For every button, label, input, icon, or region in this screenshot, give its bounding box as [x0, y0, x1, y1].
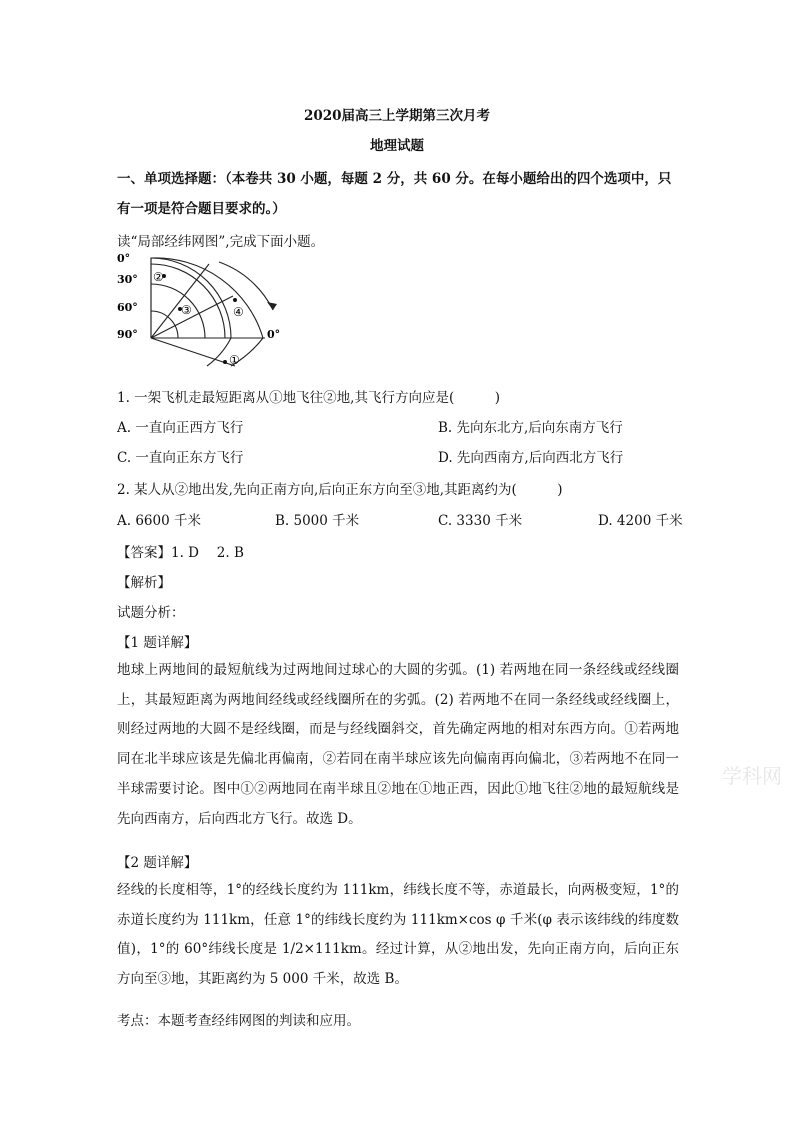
question-1-option-a: A. 一直向正西方飞行: [117, 420, 244, 436]
question-1-option-b: B. 先向东北方,后向东南方飞行: [438, 420, 623, 436]
graticule-figure: [115, 250, 295, 380]
lat-label-60: 60°: [117, 301, 138, 314]
inner-arc-lower: [207, 338, 231, 366]
question-2-option-d: D. 4200 千米: [598, 513, 683, 529]
marker-2: ②: [153, 270, 164, 284]
watermark: 学科网: [722, 764, 782, 788]
lat-label-0: 0°: [117, 252, 131, 265]
lon-label-0: 0°: [267, 328, 281, 341]
marker-3: ③: [181, 303, 192, 317]
answer-line: 【答案】1. D 2. B: [117, 545, 244, 561]
question-1-stem: 1. 一架飞机走最短距离从①地飞往②地,其飞行方向应是( ): [117, 390, 500, 406]
marker-1: ①: [229, 353, 240, 367]
latitude-arc: [151, 284, 205, 338]
question-1-option-d: D. 先向西南方,后向西北方飞行: [438, 450, 624, 466]
point-1: [223, 360, 227, 364]
section-heading-line1: 一、单项选择题：（本卷共 30 小题，每题 2 分，共 60 分。在每小题给出的四个选项中，只: [117, 171, 672, 187]
question-2-option-c: C. 3330 千米: [438, 513, 523, 529]
conclusion: 考点：本题考查经纬网图的判读和应用。: [117, 1013, 360, 1029]
q1-detail-text: 地球上两地间的最短航线为过两地间过球心的大圆的劣弧。(1) 若两地在同一条经线或经线圈上，其最短距离为两地间经线或经线圈所在的劣弧。(2) 若两地不在同一条经线或经线圈上，则经过两地的大圆不是经线圈，而是与经线圈斜交，首先确定两地的相对东西方向。①若两地同在北半球应该是先偏北再偏南，②若同在南半球应该先向偏南再向偏北，③若两地不在同一半球需要讨论。图中①②两地同在南半球且②地在①地正西，因此①地飞往②地的最短航线是先向西南方，后向西北方飞行。故选 D。: [117, 662, 679, 827]
lat-label-90: 90°: [117, 328, 138, 341]
analysis-label: 【解析】: [117, 575, 171, 591]
outer-arc: [151, 258, 263, 338]
lat-label-30: 30°: [117, 273, 138, 286]
q2-detail-label: 【2 题详解】: [117, 855, 198, 871]
question-2-option-b: B. 5000 千米: [275, 513, 360, 529]
q1-detail-label: 【1 题详解】: [117, 635, 198, 651]
analysis-intro: 试题分析：: [117, 605, 185, 621]
section-heading-line2: 有一项是符合题目要求的。）: [117, 201, 286, 217]
question-2-option-a: A. 6600 千米: [117, 513, 201, 529]
question-1-option-c: C. 一直向正东方飞行: [117, 450, 244, 466]
marker-4: ④: [233, 305, 244, 319]
page-subtitle: 地理试题: [370, 138, 424, 154]
point-4: [233, 298, 237, 302]
page-title: 2020届高三上学期第三次月考: [303, 108, 491, 124]
question-2-stem: 2. 某人从②地出发,先向正南方向,后向正东方向至③地,其距离约为( ): [117, 482, 563, 498]
q2-detail-text: 经线的长度相等，1°的经线长度约为 111km，纬线长度不等，赤道最长，向两极变短，1°的赤道长度约为 111km，任意 1°的纬线长度约为 111km×cos φ 千米(φ 表示该纬线的纬度数值)，1°的 60°纬线长度是 1/2×111km。经过计算，从②地出发，先向正南方向，后向正东方向至③地，其距离约为 5 000 千米，故选 B。: [117, 882, 679, 988]
latitude-arc: [151, 311, 178, 338]
question-intro: 读“局部经纬网图”,完成下面小题。: [117, 234, 325, 250]
